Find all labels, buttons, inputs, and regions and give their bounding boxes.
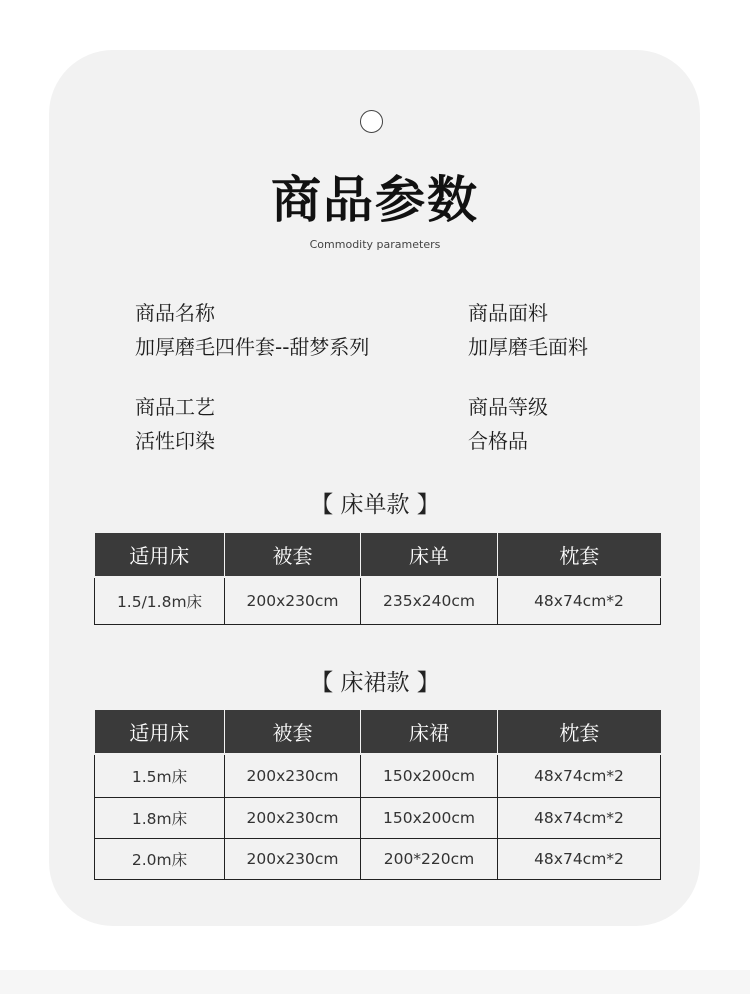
header-bed: 适用床: [95, 710, 225, 754]
table-cell: 200x230cm: [225, 577, 361, 624]
table-header-row: [95, 533, 661, 577]
table-cell: 2.0m床: [95, 838, 225, 879]
table-cell: 1.5/1.8m床: [95, 577, 225, 624]
spec-grade-value: 合格品: [468, 429, 528, 453]
table-cell: 48x74cm*2: [498, 577, 661, 624]
table-row: [95, 577, 661, 624]
header-bed-skirt: 床裙: [361, 710, 498, 754]
table-row: [95, 797, 661, 838]
spec-fabric: [468, 296, 588, 364]
table-cell: 200x230cm: [225, 754, 361, 797]
table-cell: 150x200cm: [361, 797, 498, 838]
table-cell: 235x240cm: [361, 577, 498, 624]
table-cell: 150x200cm: [361, 754, 498, 797]
spec-name: [135, 296, 369, 364]
skirt-section-title: 【 床裙款 】: [310, 670, 440, 696]
sheet-size-table: [94, 533, 661, 625]
page-title: 商品参数: [271, 171, 479, 229]
page-subtitle: Commodity parameters: [309, 238, 441, 251]
spec-name-label: 商品名称: [135, 301, 215, 325]
table-cell: 1.8m床: [95, 797, 225, 838]
spec-fabric-value: 加厚磨毛面料: [468, 335, 588, 359]
table-cell: 200*220cm: [361, 838, 498, 879]
sheet-section-title: 【 床单款 】: [310, 492, 440, 518]
table-cell: 200x230cm: [225, 838, 361, 879]
spec-grade-label: 商品等级: [468, 395, 548, 419]
table-cell: 48x74cm*2: [498, 797, 661, 838]
hang-tag-hole-icon: [360, 110, 383, 133]
header-bed: 适用床: [95, 533, 225, 577]
spec-craft: [135, 390, 215, 458]
table-cell: 1.5m床: [95, 754, 225, 797]
table-header-row: [95, 710, 661, 754]
table-cell: 48x74cm*2: [498, 838, 661, 879]
header-quilt-cover: 被套: [225, 533, 361, 577]
header-pillowcase: 枕套: [498, 533, 661, 577]
skirt-size-table: [94, 710, 661, 880]
table-row: [95, 754, 661, 797]
header-quilt-cover: 被套: [225, 710, 361, 754]
header-bed-sheet: 床单: [361, 533, 498, 577]
bottom-strip: [0, 970, 750, 994]
spec-grade: [468, 390, 548, 458]
spec-fabric-label: 商品面料: [468, 301, 548, 325]
table-row: [95, 838, 661, 879]
spec-craft-value: 活性印染: [135, 429, 215, 453]
spec-craft-label: 商品工艺: [135, 395, 215, 419]
spec-name-value: 加厚磨毛四件套--甜梦系列: [135, 335, 370, 359]
header-pillowcase: 枕套: [498, 710, 661, 754]
table-cell: 48x74cm*2: [498, 754, 661, 797]
table-cell: 200x230cm: [225, 797, 361, 838]
